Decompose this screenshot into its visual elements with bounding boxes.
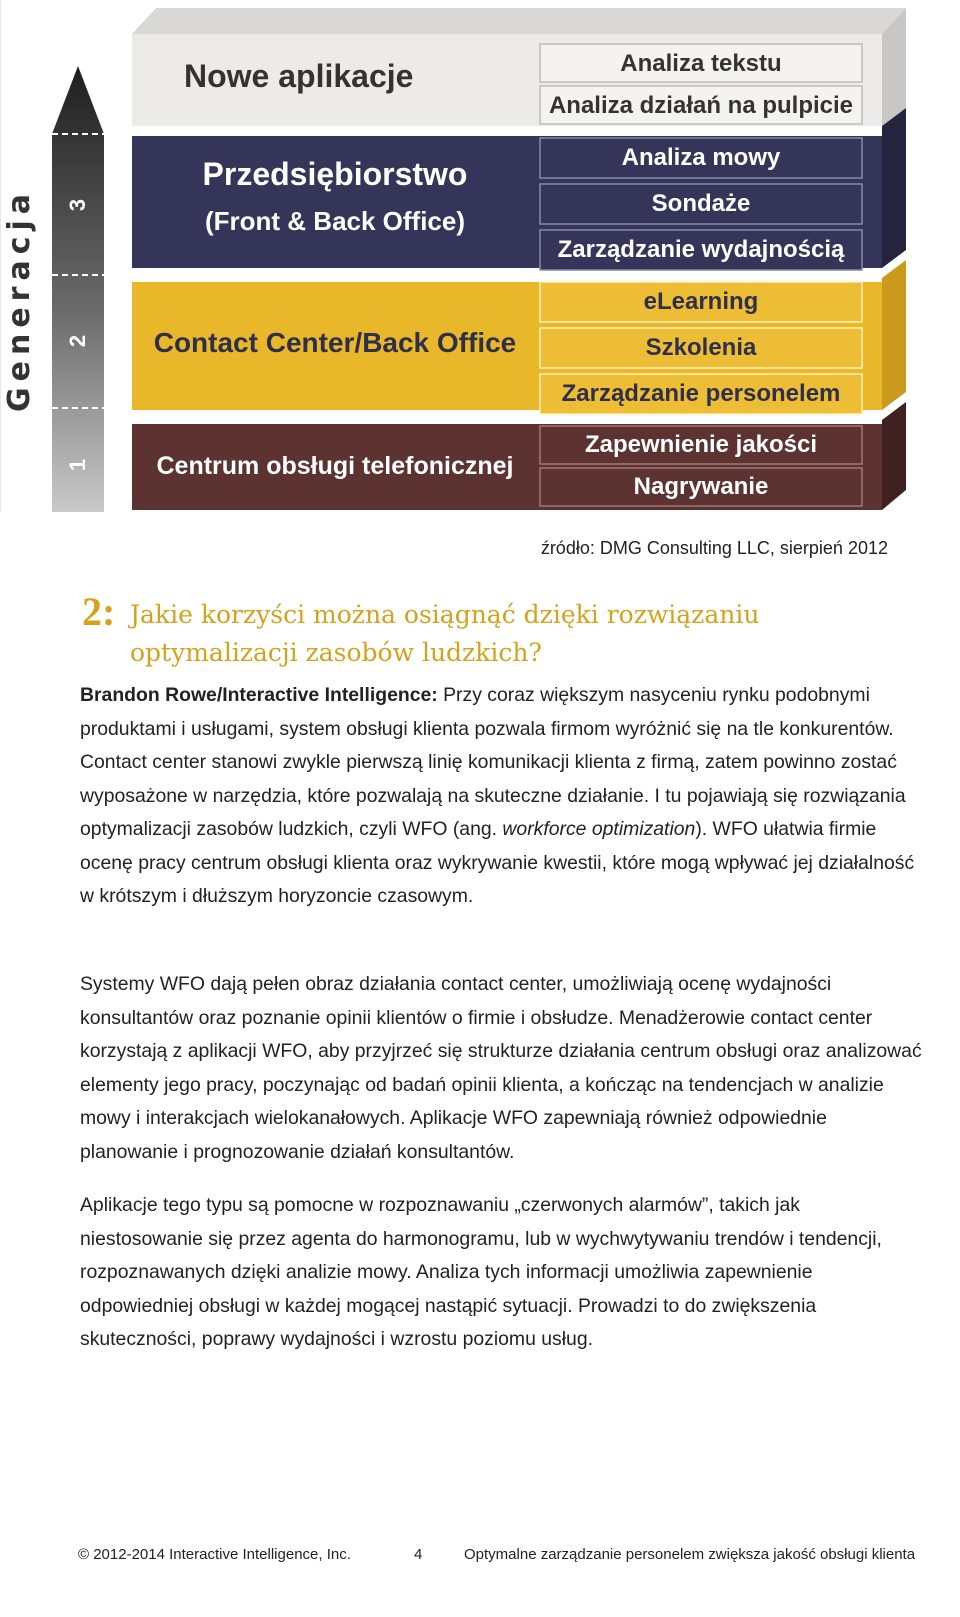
footer-title: Optymalne zarządzanie personelem zwiększa jakość obsługi klienta (464, 1546, 916, 1563)
box-label: Nagrywanie (633, 473, 769, 500)
paragraph-1 (80, 679, 925, 914)
box-label: eLearning (643, 288, 759, 315)
paragraph-3: Aplikacje tego typu są pomocne w rozpoznawaniu „czerwonych alarmów”, takich jak niestosowanie się przez agenta do harmonogramu, lub w wychwytywaniu trendów i tendencji, rozpoznawanych dzięki analizie mowy. Analiza tych informacji umożliwia zapewnienie odpowiedniej obsługi w każdej mogącej nastąpić sytuacji. Prowadzi to do zwiększenia skuteczności, poprawy wydajności i wzrostu poziomu usług. (80, 1194, 882, 1350)
question-heading (82, 589, 902, 672)
box-label: Analiza działań na pulpicie (548, 92, 854, 119)
author-label: Brandon Rowe/Interactive Intelligence: (80, 684, 438, 706)
footer-copyright: © 2012-2014 Interactive Intelligence, Inc. (78, 1546, 351, 1563)
layer-title-call-center: Centrum obsługi telefonicznej (156, 452, 514, 480)
generation-axis-label: Generacja (2, 187, 37, 412)
question-number: 2: (82, 589, 116, 634)
box-label: Analiza tekstu (620, 50, 782, 77)
page-footer (78, 1546, 938, 1570)
paragraph-1-text-a: Przy coraz większym nasyceniu rynku podobnymi produktami i usługami, system obsługi klienta pozwala firmom wyróżnić się na tle konkurentów. Contact center stanowi zwykle pierwszą linię komunikacji klienta z firmą, zatem powinno zostać wyposażone w narzędzia, które pozwalają na skuteczne działanie. I tu pojawiają się rozwiązania optymalizacji zasobów ludzkich, czyli WFO (ang. (80, 684, 906, 840)
question-text: Jakie korzyści można osiągnąć dzięki rozwiązaniu optymalizacji zasobów ludzkich? (130, 600, 760, 667)
box-label: Analiza mowy (621, 144, 781, 171)
layer-title-new-apps: Nowe aplikacje (184, 58, 414, 94)
layer-title-enterprise: Przedsiębiorstwo (202, 156, 468, 192)
layer-side-face (882, 260, 906, 410)
layer-title-contact-center: Contact Center/Back Office (153, 327, 517, 358)
layer-side-face (882, 108, 906, 268)
generation-arrow (52, 66, 104, 512)
box-label: Szkolenia (645, 334, 757, 361)
layer-subtitle-enterprise: (Front & Back Office) (204, 206, 466, 236)
paragraph-2: Systemy WFO dają pełen obraz działania contact center, umożliwiają ocenę wydajności konsultantów oraz poznanie opinii klientów o firmie i obsłudze. Menadżerowie contact center korzystają z aplikacji WFO, aby przyjrzeć się strukturze działania centrum obsługi oraz analizować elementy jego pracy, poczynając od badań opinii klienta, a kończąc na tendencjach w analizie mowy i interakcjach wielokanałowych. Aplikacje WFO zapewniają również odpowiednie planowanie i prognozowanie działań konsultantów. (80, 973, 922, 1163)
box-label: Zarządzanie wydajnością (557, 236, 845, 263)
box-label: Zapewnienie jakości (584, 431, 818, 458)
wfo-layer-diagram (0, 0, 960, 530)
paragraph-1-italic: workforce optimization (502, 818, 696, 840)
paragraph-1-text-b: ). WFO ułatwia firmie ocenę pracy centrum obsługi klienta oraz wykrywanie kwestii, które mogą wpływać jej działalność w krótszym i dłuższym horyzoncie czasowym. (80, 818, 915, 907)
generation-number-2: 2 (65, 334, 90, 348)
box-label: Zarządzanie personelem (561, 380, 841, 407)
diagram-source: źródło: DMG Consulting LLC, sierpień 2012 (540, 538, 888, 558)
footer-page-number: 4 (414, 1546, 423, 1563)
layer-top-face (132, 8, 906, 34)
box-label: Sondaże (651, 190, 751, 217)
layer-side-face (882, 402, 906, 510)
generation-number-1: 1 (65, 458, 90, 472)
generation-number-3: 3 (65, 198, 90, 212)
